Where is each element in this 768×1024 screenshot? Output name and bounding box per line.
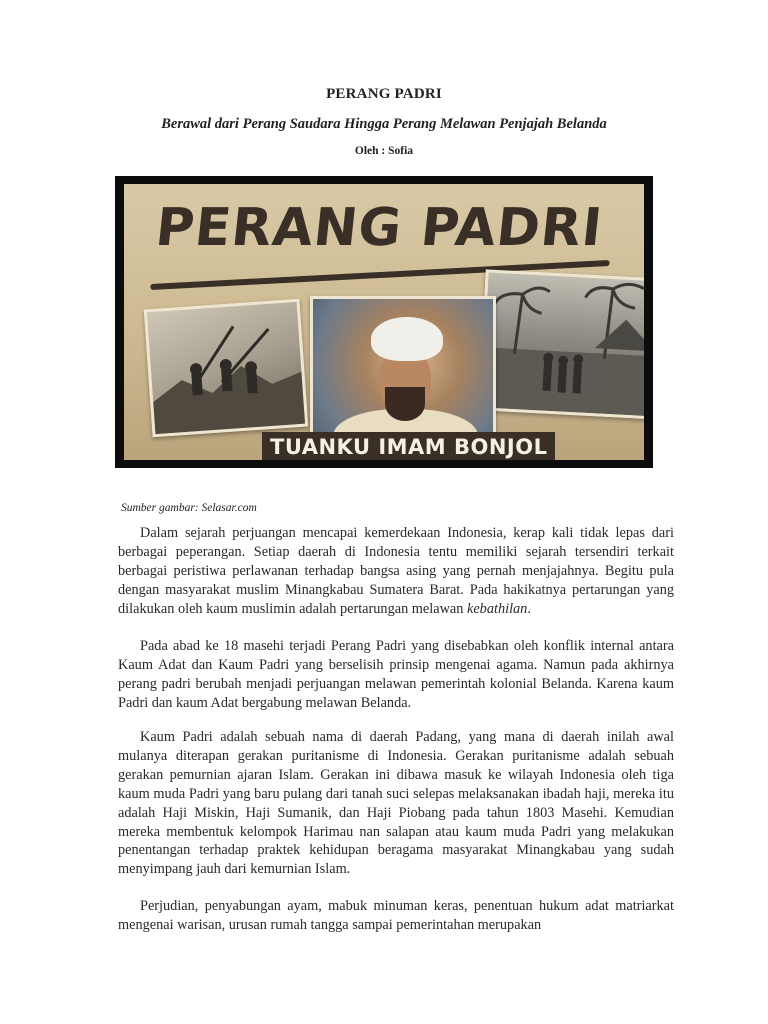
paragraph-1-italic: kebathilan — [466, 600, 528, 617]
paragraph-2 — [118, 637, 674, 713]
article-figure — [115, 176, 653, 468]
document-title: PERANG PADRI — [326, 86, 442, 102]
battle-scene-panel — [144, 299, 309, 438]
document-subtitle: Berawal dari Perang Saudara Hingga Perang Melawan Penjajah Belanda — [161, 116, 607, 132]
figure-label: TUANKU IMAM BONJOL — [262, 432, 555, 460]
battle-scene-illustration — [147, 302, 305, 434]
paragraph-3-text: Kaum Padri adalah sebuah nama di daerah Padang, yang mana di daerah inilah awal mulanya diterapan gerakan puritanisme di Indonesia. Gerakan puritanisme adalah sebuah gerakan pemurnian ajaran Islam. Gerakan ini dibawa masuk ke wilayah Indonesia oleh tiga kaum muda Padri yang baru pulang dari tanah suci selepas melaksanakan ibadah haji, mereka itu adalah Haji Miskin, Haji Sumanik, dan Haji Piobang pada tahun 1803 Masehi. Kemudian mereka membentuk kelompok Harimau nan salapan atau kaum muda Padri yang melakukan penentangan terhadap praktek kehidupan beragama masyarakat Minangkabau yang sudah menyimpang jauh dari kemurnian Islam. — [118, 729, 674, 878]
historical-collage-image — [124, 184, 644, 460]
village-photo-panel — [478, 269, 644, 419]
village-photo-illustration — [482, 273, 644, 417]
paragraph-2-text: Pada abad ke 18 masehi terjadi Perang Padri yang disebabkan oleh konflik internal antara Kaum Adat dan Kaum Padri yang berselisih prinsip mengenai agama. Namun pada akhirnya perang padri berubah menjadi perjuangan melawan pemerintah kolonial Belanda. Karena kaum Padri dan kaum Adat bergabung melawan Belanda. — [118, 638, 674, 711]
portrait-beard — [385, 387, 425, 421]
paragraph-1-text: Dalam sejarah perjuangan mencapai kemerdekaan Indonesia, kerap kali tidak lepas dari berbagai peperangan. Setiap daerah di Indonesia tentu memiliki sejarah tersendiri terkait berbagai peristiwa perlawanan terhadap bangsa asing yang pernah menjajahnya. Begitu pula dengan masyarakat muslim Minangkabau Sumatera Barat. Pada hakikatnya pertarungan yang dilakukan oleh kaum muslimin adalah pertarungan melawan — [118, 525, 674, 617]
document-author: Oleh : Sofia — [354, 145, 414, 157]
paragraph-4-text: Perjudian, penyabungan ayam, mabuk minuman keras, penentuan hukum adat matriarkat mengenai warisan, urusan rumah tangga sampai pemerintahan merupakan — [118, 898, 674, 933]
paragraph-4 — [118, 897, 674, 935]
figure-headline: PERANG PADRI — [152, 198, 606, 258]
paragraph-3 — [118, 728, 674, 879]
figure-caption: Sumber gambar: Selasar.com — [121, 502, 257, 514]
paragraph-1-end: . — [527, 600, 531, 617]
paragraph-1 — [118, 524, 674, 619]
portrait-turban — [371, 317, 443, 361]
